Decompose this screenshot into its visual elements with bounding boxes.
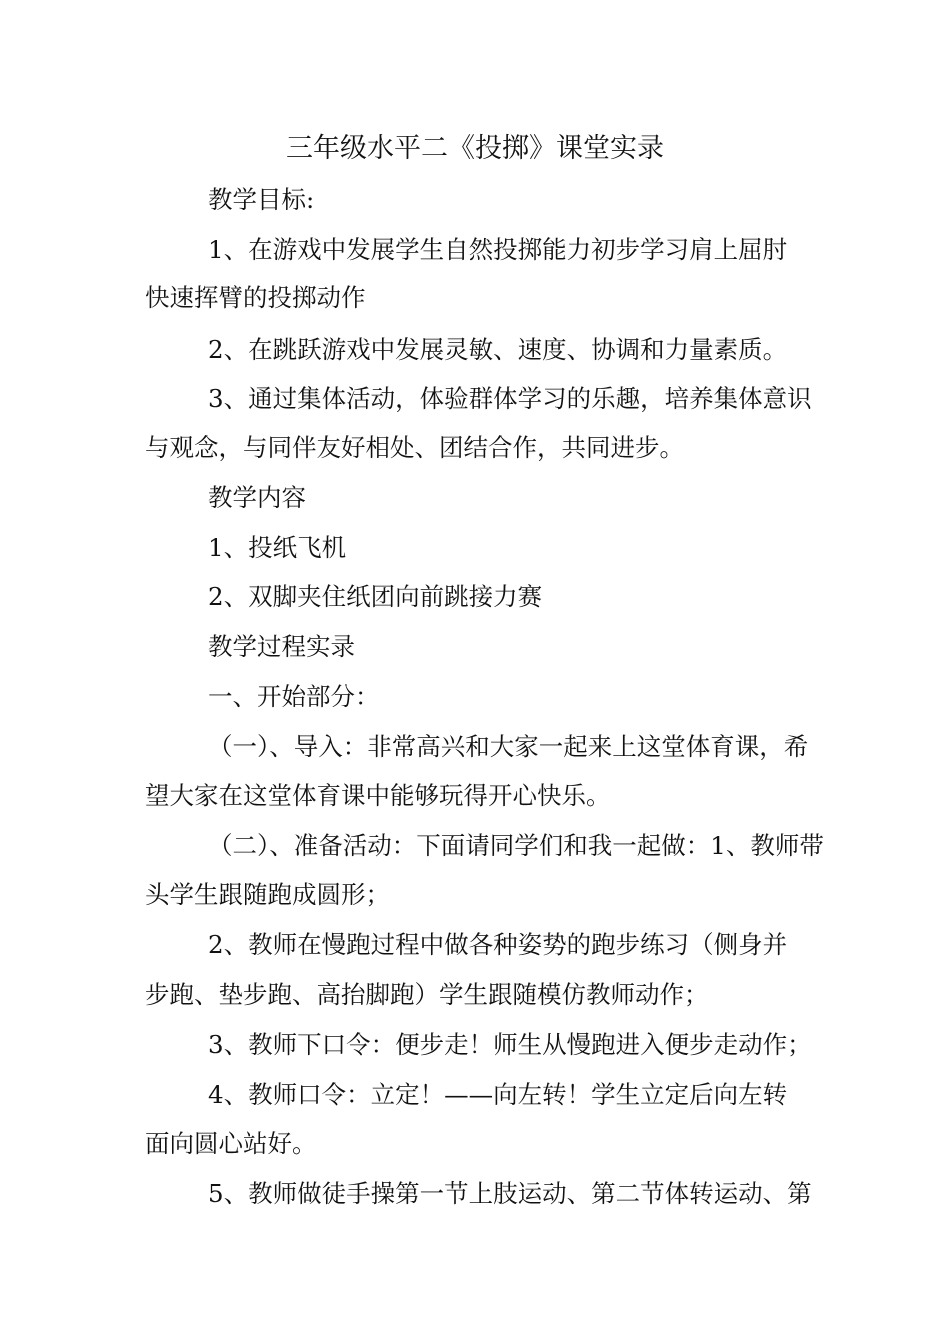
list-item: 2、双脚夹住纸团向前跳接力赛 (208, 582, 543, 611)
paragraph-line: 5、教师做徒手操第一节上肢运动、第二节体转运动、第 (208, 1179, 812, 1208)
paragraph-line: 4、教师口令：立定！——向左转！学生立定后向左转 (208, 1080, 788, 1109)
paragraph-line: 与观念，与同伴友好相处、团结合作，共同进步。 (145, 433, 684, 462)
section-heading-content: 教学内容 (208, 483, 306, 512)
paragraph-line: （二）、准备活动：下面请同学们和我一起做：1、教师带 (208, 831, 824, 860)
list-item: 1、投纸飞机 (208, 533, 347, 562)
paragraph-line: 2、在跳跃游戏中发展灵敏、速度、协调和力量素质。 (208, 335, 788, 364)
paragraph-line: 3、教师下口令：便步走！师生从慢跑进入便步走动作； (208, 1030, 812, 1059)
paragraph-line: 面向圆心站好。 (145, 1129, 317, 1158)
document-title: 三年级水平二《投掷》课堂实录 (286, 133, 664, 164)
subsection-heading: 一、开始部分： (208, 682, 380, 711)
paragraph-line: 快速挥臂的投掷动作 (145, 283, 366, 312)
section-heading-process: 教学过程实录 (208, 632, 355, 661)
paragraph-line: 1、在游戏中发展学生自然投掷能力初步学习肩上屈肘 (208, 235, 788, 264)
paragraph-line: 头学生跟随跑成圆形； (145, 880, 390, 909)
paragraph-line: 望大家在这堂体育课中能够玩得开心快乐。 (145, 781, 611, 810)
paragraph-line: 3、通过集体活动，体验群体学习的乐趣，培养集体意识 (208, 384, 812, 413)
paragraph-line: （一）、导入：非常高兴和大家一起来上这堂体育课，希 (208, 732, 809, 761)
paragraph-line: 2、教师在慢跑过程中做各种姿势的跑步练习（侧身并 (208, 930, 788, 959)
section-heading-objectives: 教学目标: (208, 185, 315, 214)
paragraph-line: 步跑、垫步跑、高抬脚跑）学生跟随模仿教师动作； (145, 980, 709, 1009)
